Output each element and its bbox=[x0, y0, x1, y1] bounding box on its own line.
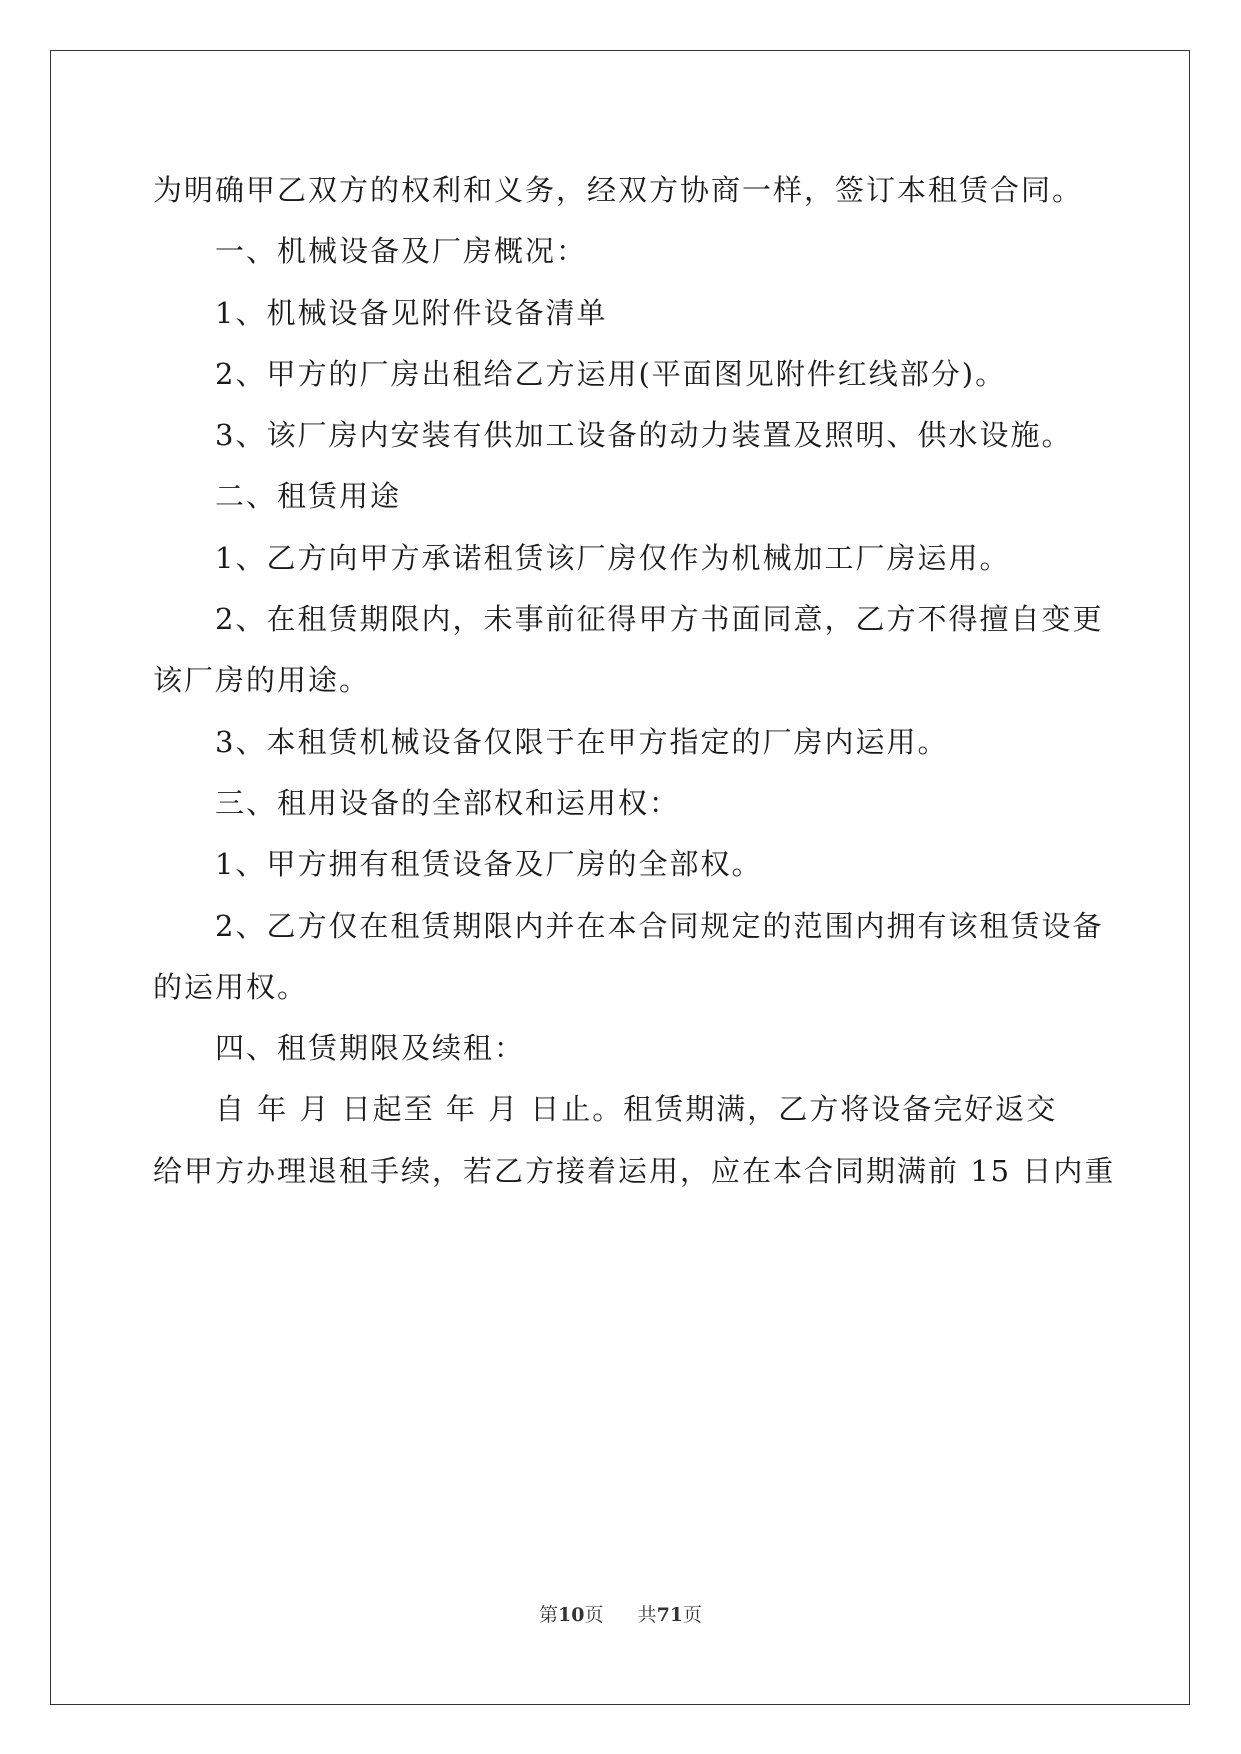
paragraph-continuation: 的运用权。 bbox=[153, 969, 309, 1004]
total-prefix: 共 bbox=[637, 1604, 657, 1626]
page-current: 10 bbox=[557, 1604, 585, 1626]
paragraph: 1、甲方拥有租赁设备及厂房的全部权。 bbox=[215, 847, 763, 882]
paragraph: 为明确甲乙双方的权利和义务，经双方协商一样，签订本租赁合同。 bbox=[153, 173, 1084, 207]
section-heading: 二、租赁用途 bbox=[215, 479, 402, 514]
paragraph: 自 年 月 日起至 年 月 日止。租赁期满，乙方将设备完好返交 bbox=[215, 1092, 1058, 1127]
section-heading: 三、租用设备的全部权和运用权： bbox=[215, 785, 681, 820]
paragraph: 1、乙方向甲方承诺租赁该厂房仅作为机械加工厂房运用。 bbox=[215, 540, 1011, 575]
total-suffix: 页 bbox=[683, 1604, 703, 1626]
paragraph: 2、乙方仅在租赁期限内并在本合同规定的范围内拥有该租赁设备 bbox=[215, 908, 1104, 943]
page-total-label bbox=[638, 1600, 702, 1627]
section-heading: 四、租赁期限及续租： bbox=[215, 1031, 526, 1066]
section-heading: 一、机械设备及厂房概况： bbox=[215, 234, 588, 269]
paragraph: 1、机械设备见附件设备清单 bbox=[215, 295, 608, 330]
paragraph-continuation: 该厂房的用途。 bbox=[153, 663, 371, 698]
paragraph: 3、本租赁机械设备仅限于在甲方指定的厂房内运用。 bbox=[215, 724, 949, 759]
page-total: 71 bbox=[656, 1604, 684, 1626]
paragraph-continuation: 给甲方办理退租手续，若乙方接着运用，应在本合同期满前 15 日内重 bbox=[153, 1153, 1116, 1188]
page-footer bbox=[0, 1600, 1241, 1627]
page-number-label bbox=[539, 1600, 603, 1627]
paragraph: 2、在租赁期限内，未事前征得甲方书面同意，乙方不得擅自变更 bbox=[215, 602, 1104, 637]
paragraph: 3、该厂房内安装有供加工设备的动力装置及照明、供水设施。 bbox=[215, 418, 1073, 453]
paragraph: 2、甲方的厂房出租给乙方运用(平面图见附件红线部分)。 bbox=[215, 356, 1007, 391]
page-prefix: 第 bbox=[538, 1604, 558, 1626]
page-suffix: 页 bbox=[584, 1604, 604, 1626]
document-body bbox=[153, 160, 1116, 1202]
